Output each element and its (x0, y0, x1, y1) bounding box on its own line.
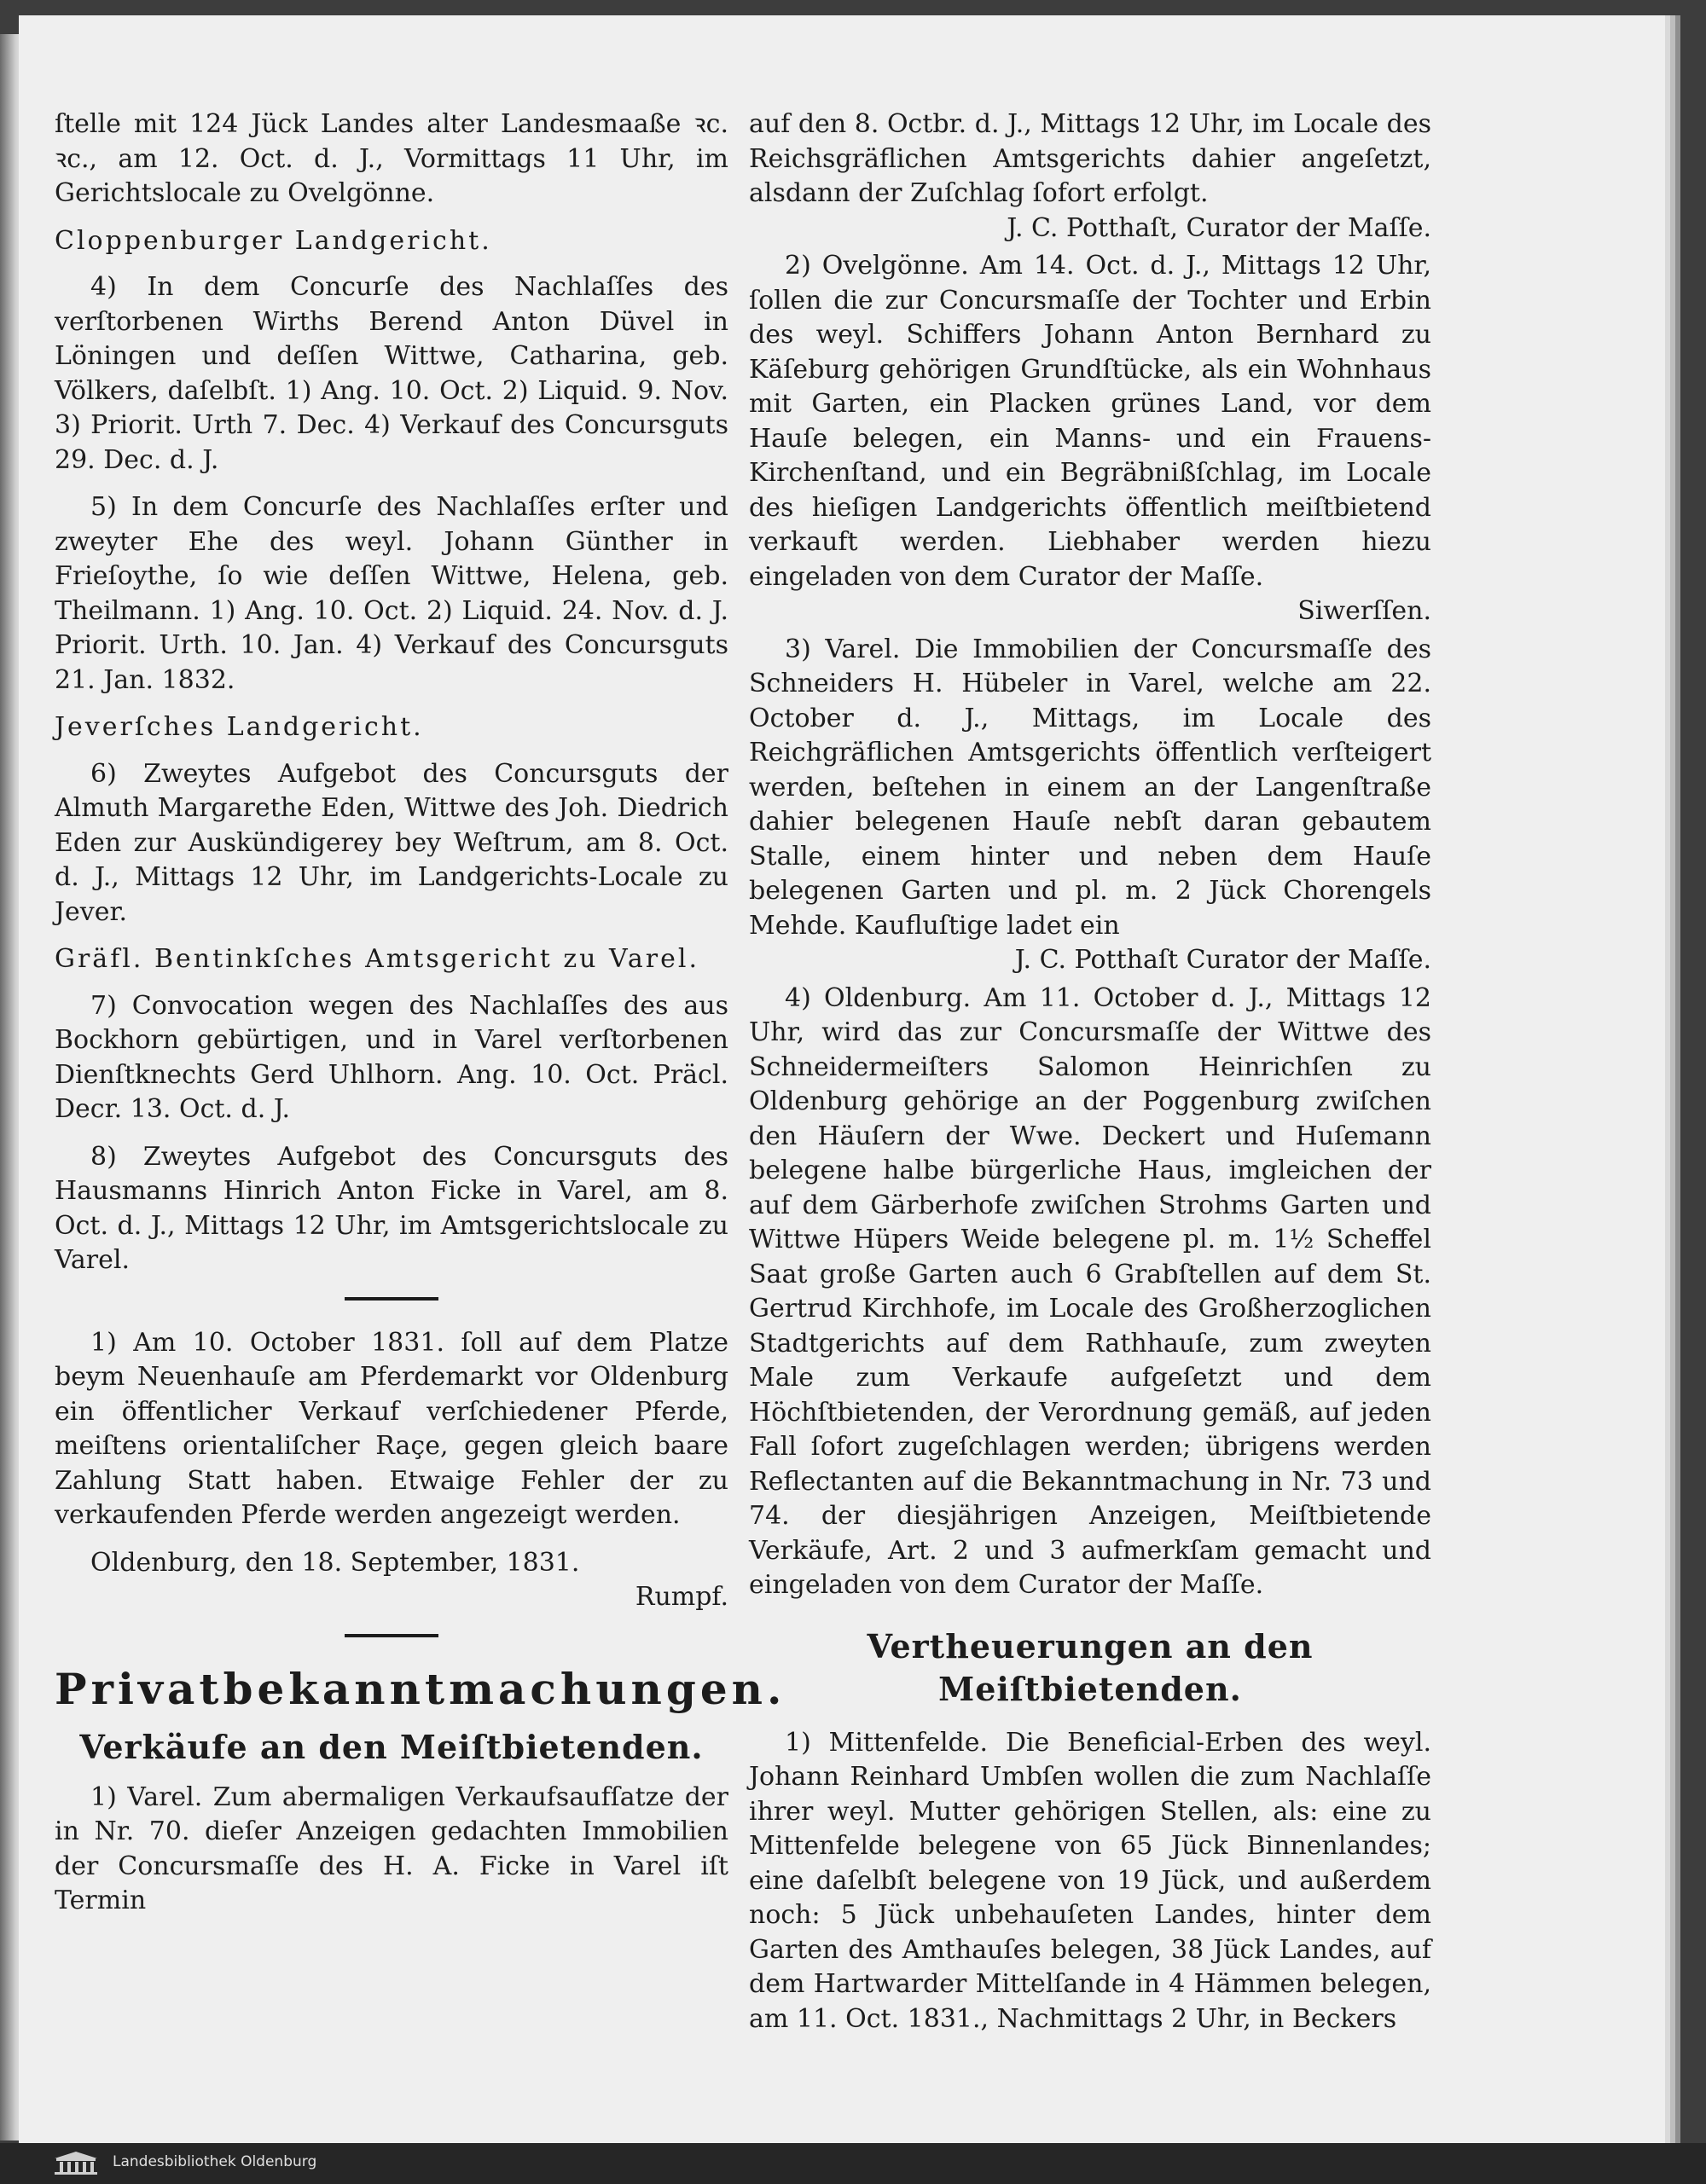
court-heading-cloppenburg: Cloppenburger Landgericht. (55, 225, 492, 256)
viewer-footer (0, 2143, 1706, 2184)
subtitle-vertheuerungen: Vertheuerungen an den Meiſtbietenden. (867, 1626, 1314, 1708)
signature-rumpf: Rumpf. (635, 1582, 728, 1612)
notice-6: 6) Zweytes Aufgebot des Concursguts der Almuth Margarethe Eden, Wittwe des Joh. Diedrich Eden zur Auskündigerey bey Weſtrum, am 8. Oct. d. J., Mittags 12 Uhr, im Landgerichts-Locale zu Jever. (55, 758, 728, 927)
document-page (19, 15, 1665, 2143)
section-title: Privatbekanntmachungen. (55, 1663, 786, 1714)
signature-siwerssen: Siwerſſen. (1297, 596, 1431, 626)
notice-8: 8) Zweytes Aufgebot des Concursguts des Hausmanns Hinrich Anton Ficke in Varel, am 8. Oct. d. J., Mittags 12 Uhr, im Amtsgerichtslocale zu Varel. (55, 1141, 728, 1275)
signature-potthast-2: J. C. Potthaſt Curator der Maſſe. (1014, 945, 1431, 975)
sale-notice-varel-2: 3) Varel. Die Immobilien der Concursmaſſe des Schneiders H. Hübeler in Varel, welche am 22. October d. J., Mittags, im Locale des Reichgräflichen Amtsgerichts öffentlich verſteigert werden, beſtehen in einem an der Langenſtraße dahier belegenen Hauſe nebſt daran gebautem Stalle, einem hinter und neben dem Hauſe belegenen Garten und pl. m. 2 Jück Chorengels Mehde. Kaufluſtige ladet ein (749, 634, 1431, 941)
library-name[interactable]: Landesbibliothek Oldenburg (113, 2153, 317, 2170)
divider-rule (345, 1297, 438, 1301)
horse-sale-notice: 1) Am 10. October 1831. ſoll auf dem Platze beym Neuenhauſe am Pferdemarkt vor Oldenburg ein öffentlicher Verkauf verſchiedener Pferde, meiſtens orientaliſcher Raçe, gegen gleich baare Zahlung Statt haben. Etwaige Fehler der zu verkaufenden Pferde werden angezeigt werden. (55, 1327, 728, 1530)
sale-notice-oldenburg: 4) Oldenburg. Am 11. October d. J., Mittags 12 Uhr, wird das zur Concursmaſſe der Wittwe des Schneidermeiſters Salomon Heinrichſen zu Oldenburg gehörige an der Poggenburg zwiſchen den Häuſern der Wwe. Deckert und Huſemann belegene halbe bürgerliche Haus, imgleichen der auf dem Gärberhofe zwiſchen Strohms Garten und Wittwe Hüpers Weide belegene pl. m. 1½ Scheffel Saat große Garten auch 6 Grabſtellen auf dem St. Gertrud Kirchhofe, im Locale des Großherzoglichen Stadtgerichts auf dem Rathhauſe, zum zweyten Male zum Verkaufe aufgeſetzt und dem Höchſtbietenden, der Verordnung gemäß, auf jeden Fall ſofort zugeſchlagen werden; übrigens werden Reflectanten auf die Bekanntmachung in Nr. 73 und 74. der diesjährigen Anzeigen, Meiſtbietende Verkäufe, Art. 2 und 3 aufmerkſam gemacht und eingeladen von dem Curator der Maſſe. (749, 982, 1431, 1600)
date-line: Oldenburg, den 18. September, 1831. (90, 1547, 580, 1578)
court-heading-jever: Jeverſches Landgericht. (55, 712, 424, 742)
library-building-icon (53, 2150, 99, 2175)
notice-mittenfelde: 1) Mittenfelde. Die Beneficial-Erben des weyl. Johann Reinhard Umbſen wollen die zum Nachlaſſe ihrer weyl. Mutter gehörigen Stellen, als: eine zu Mittenfelde belegene von 65 Jück Binnenlandes; eine daſelbſt belegene von 19 Jück, und außerdem noch: 5 Jück unbehauſeten Landes, hinter dem Garten des Amthauſes belegen, 38 Jück Landes, auf dem Hartwarder Mittelſande in 4 Hämmen belegen, am 11. Oct. 1831., Nachmittags 2 Uhr, in Beckers (749, 1727, 1431, 2034)
notice-7: 7) Convocation wegen des Nachlaſſes des aus Bockhorn gebürtigen, und in Varel verſtorbenen Dienſtknechts Gerd Uhlhorn. Ang. 10. Oct. Präcl. Decr. 13. Oct. d. J. (55, 990, 728, 1124)
notice-4: 4) In dem Concurſe des Nachlaſſes des verſtorbenen Wirths Berend Anton Düvel in Löningen und deſſen Wittwe, Catharina, geb. Völkers, daſelbſt. 1) Ang. 10. Oct. 2) Liquid. 9. Nov. 3) Priorit. Urth 7. Dec. 4) Verkauf des Concursguts 29. Dec. d. J. (55, 272, 728, 475)
section-subtitle: Verkäufe an den Meiſtbietenden. (79, 1727, 704, 1766)
court-heading-varel: Gräfl. Bentinkſches Amtsgericht zu Varel. (55, 944, 700, 974)
divider-rule-2 (345, 1634, 438, 1637)
right-column (749, 107, 1431, 2049)
signature-potthast-1: J. C. Potthaſt, Curator der Maſſe. (1007, 212, 1431, 243)
left-paragraph-1: ſtelle mit 124 Jück Landes alter Landesmaaße ꝛc. ꝛc., am 12. Oct. d. J., Vormittags 11 Uhr, im Gerichtslocale zu Ovelgönne. (55, 109, 728, 208)
notice-5: 5) In dem Concurſe des Nachlaſſes erſter und zweyter Ehe des weyl. Johann Günther in Frieſoythe, ſo wie deſſen Wittwe, Helena, geb. Theilmann. 1) Ang. 10. Oct. 2) Liquid. 24. Nov. d. J. Priorit. Urth. 10. Jan. 4) Verkauf des Concursguts 21. Jan. 1832. (55, 492, 728, 695)
left-column (55, 107, 786, 1932)
right-paragraph-1: auf den 8. Octbr. d. J., Mittags 12 Uhr, im Locale des Reichsgräflichen Amtsgerichts dahier angeſetzt, alsdann der Zuſchlag ſofort erfolgt. (749, 109, 1431, 208)
sale-notice-varel: 1) Varel. Zum abermaligen Verkaufsaufſatze der in Nr. 70. dieſer Anzeigen gedachten Immobilien der Concursmaſſe des H. A. Ficke in Varel iſt Termin (55, 1781, 728, 1915)
sale-notice-ovelgoenne: 2) Ovelgönne. Am 14. Oct. d. J., Mittags 12 Uhr, ſollen die zur Concursmaſſe der Tochter und Erbin des weyl. Schiffers Johann Anton Bernhard zu Käſeburg gehörigen Grundſtücke, als ein Wohnhaus mit Garten, ein Placken grünes Land, vor dem Hauſe belegen, ein Manns- und ein Frauens-Kirchenſtand, und ein Begräbnißſchlag, im Locale des hieſigen Landgerichts öffentlich meiſtbietend verkauft werden. Liebhaber werden hiezu eingeladen von dem Curator der Maſſe. (749, 251, 1431, 592)
